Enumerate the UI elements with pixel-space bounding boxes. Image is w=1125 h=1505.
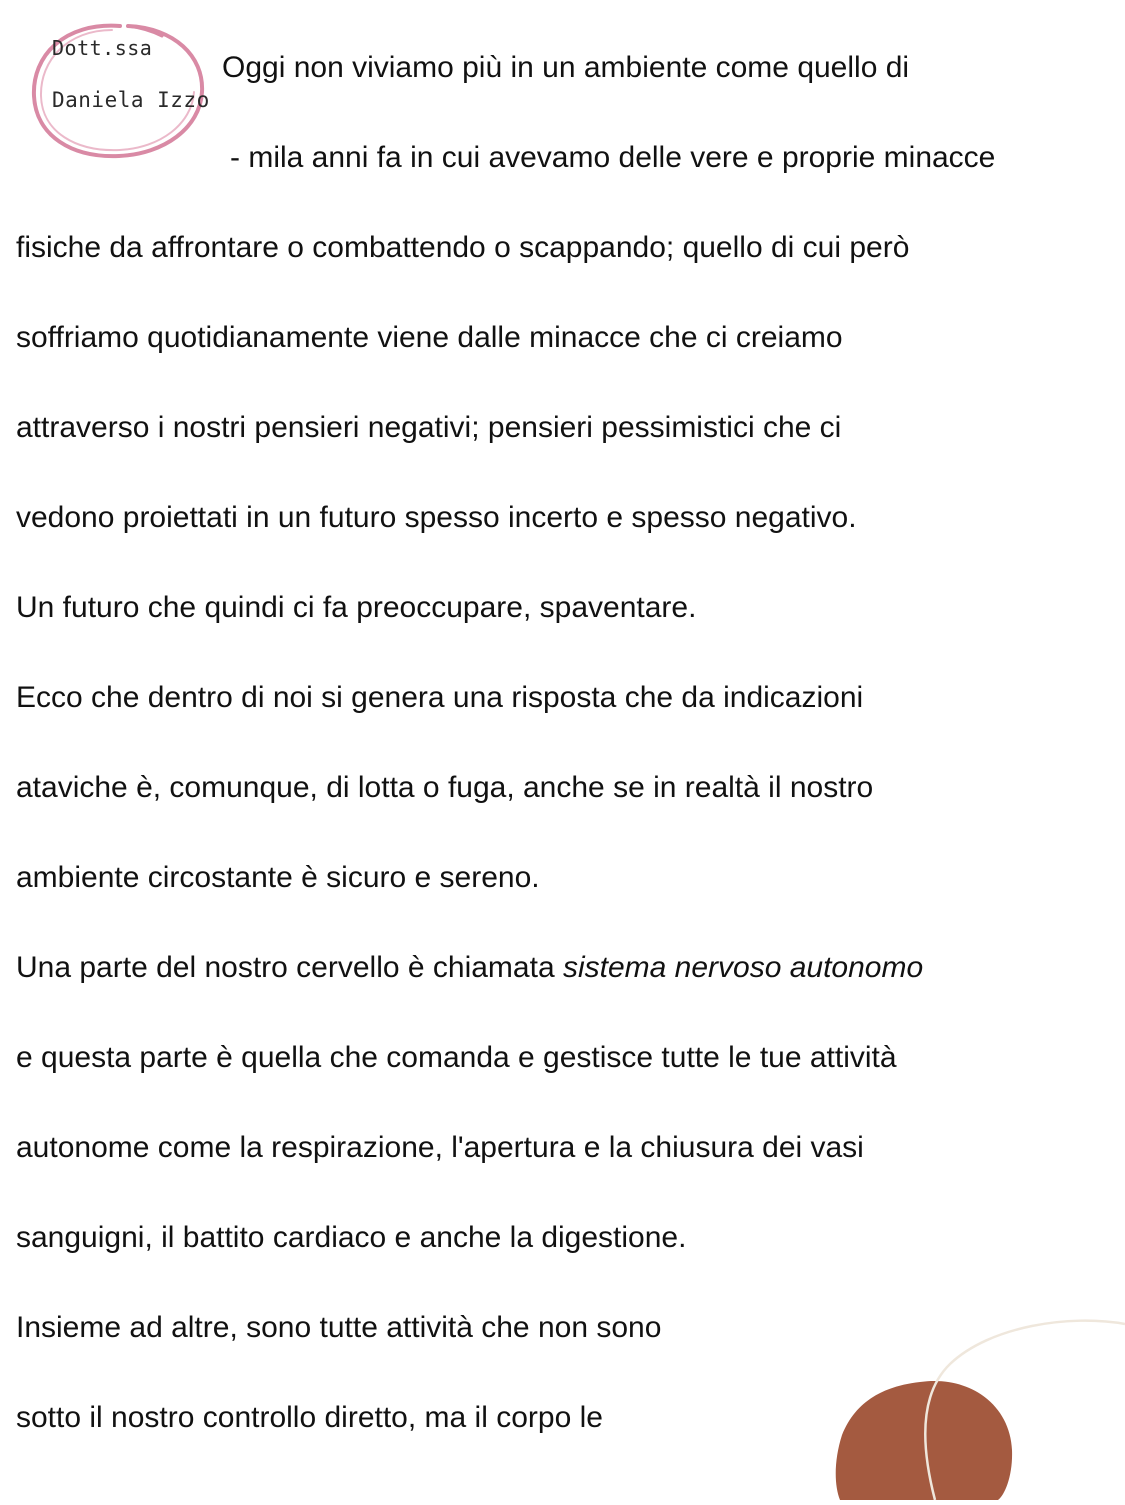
text-line-16: sotto il nostro controllo diretto, ma il corpo le (16, 1401, 603, 1434)
decorative-shapes (800, 1300, 1125, 1500)
text-line-5: attraverso i nostri pensieri negativi; pensieri pessimistici che ci (16, 411, 842, 444)
logo-line2: Daniela Izzo (52, 88, 210, 112)
text-line-10: ambiente circostante è sicuro e sereno. (16, 861, 540, 894)
brown-circle (836, 1381, 1012, 1500)
text-line-2: - mila anni fa in cui avevamo delle vere e proprie minacce (230, 141, 996, 174)
text-line-12: e questa parte è quella che comanda e gestisce tutte le tue attività (16, 1041, 897, 1074)
text-line-13: autonome come la respirazione, l'apertura e la chiusura dei vasi (16, 1131, 864, 1164)
text-line-11-prefix: Una parte del nostro cervello è chiamata (16, 951, 563, 984)
text-line-11 (16, 950, 923, 986)
logo-line1: Dott.ssa (52, 36, 153, 60)
text-line-8: Ecco che dentro di noi si genera una risposta che da indicazioni (16, 681, 864, 714)
text-line-11-italic: sistema nervoso autonomo (562, 951, 924, 984)
text-line-3: fisiche da affrontare o combattendo o scappando; quello di cui però (16, 231, 910, 264)
text-line-4: soffriamo quotidianamente viene dalle minacce che ci creiamo (16, 321, 843, 354)
text-line-1: Oggi non viviamo più in un ambiente come quello di (222, 51, 910, 84)
text-line-14: sanguigni, il battito cardiaco e anche la digestione. (16, 1221, 687, 1254)
text-line-9: ataviche è, comunque, di lotta o fuga, anche se in realtà il nostro (16, 771, 874, 804)
text-line-6: vedono proiettati in un futuro spesso incerto e spesso negativo. (16, 501, 857, 534)
text-line-7: Un futuro che quindi ci fa preoccupare, spaventare. (16, 591, 697, 624)
text-line-15: Insieme ad altre, sono tutte attività che non sono (16, 1311, 662, 1344)
logo (24, 16, 214, 166)
